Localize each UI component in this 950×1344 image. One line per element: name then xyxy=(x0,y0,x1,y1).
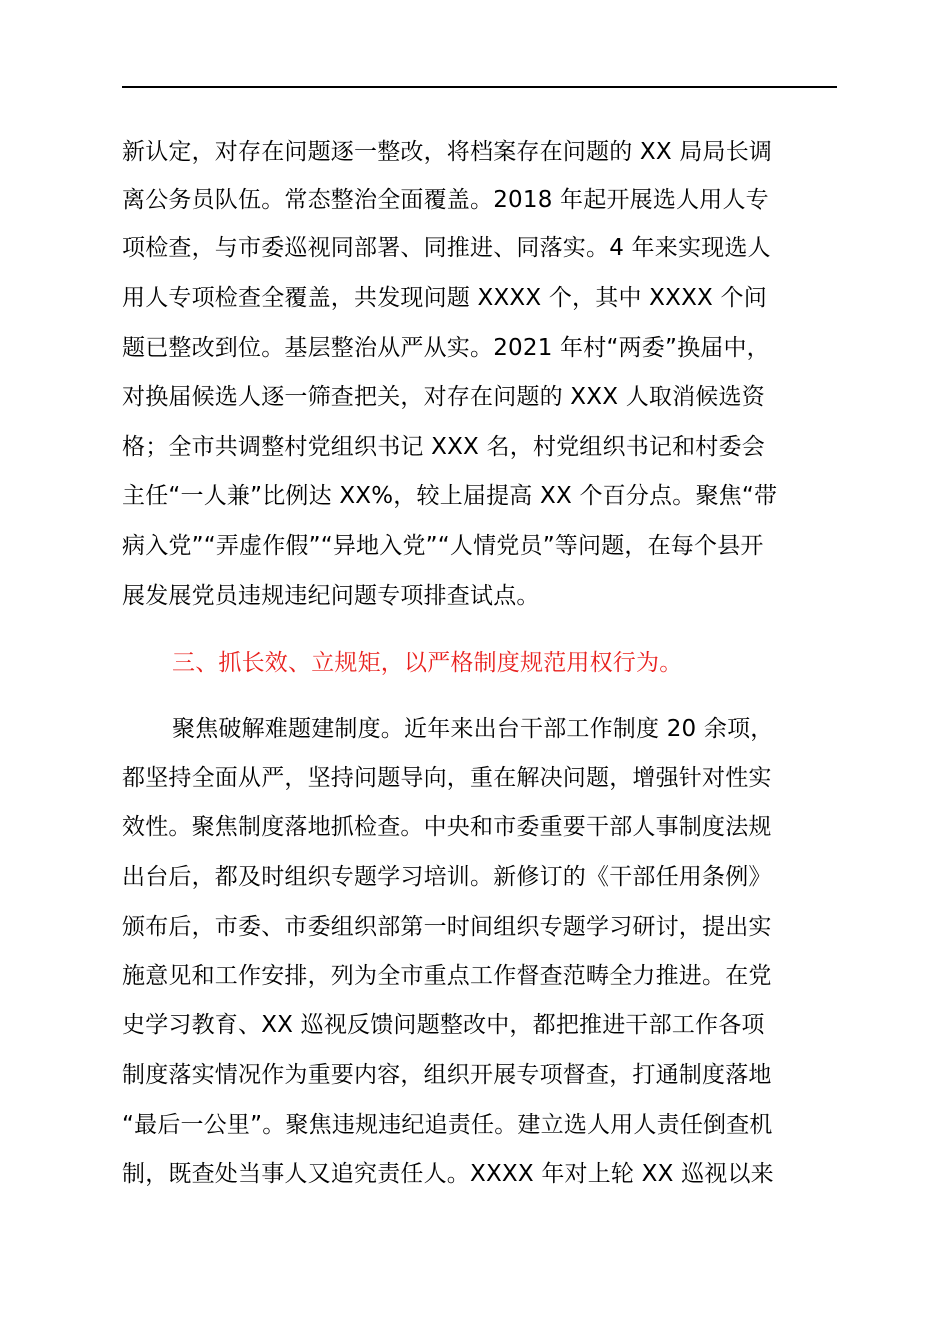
header-rule xyxy=(122,86,837,88)
text-line: 题已整改到位。基层整治从严从实。2021 年村“两委”换届中， xyxy=(122,335,770,361)
text-line: “最后一公里”。聚焦违规违纪追责任。建立选人用人责任倒查机 xyxy=(122,1112,773,1138)
text-line: 新认定，对存在问题逐一整改，将档案存在问题的 XX 局局长调 xyxy=(122,139,773,165)
text-line: 施意见和工作安排，列为全市重点工作督查范畴全力推进。在党 xyxy=(122,963,772,989)
text-line: 项检查，与市委巡视同部署、同推进、同落实。4 年来实现选人 xyxy=(122,235,771,261)
text-line: 颁布后，市委、市委组织部第一时间组织专题学习研讨，提出实 xyxy=(122,914,772,940)
text-line: 史学习教育、XX 巡视反馈问题整改中，都把推进干部工作各项 xyxy=(122,1012,765,1038)
text-line: 出台后，都及时组织专题学习培训。新修订的《干部任用条例》 xyxy=(122,864,772,890)
text-line: 制，既查处当事人又追究责任人。XXXX 年对上轮 XX 巡视以来 xyxy=(122,1161,774,1187)
text-line: 病入党”“弄虚作假”“异地入党”“人情党员”等问题，在每个县开 xyxy=(122,533,764,559)
text-line: 格；全市共调整村党组织书记 XXX 名，村党组织书记和村委会 xyxy=(122,434,765,460)
text-line: 效性。聚焦制度落地抓检查。中央和市委重要干部人事制度法规 xyxy=(122,814,772,840)
section-heading: 三、抓长效、立规矩，以严格制度规范用权行为。 xyxy=(172,650,683,676)
text-line: 用人专项检查全覆盖，共发现问题 XXXX 个，其中 XXXX 个问 xyxy=(122,285,767,311)
text-line: 主任“一人兼”比例达 XX%，较上届提高 XX 个百分点。聚焦“带 xyxy=(122,483,778,509)
text-line: 都坚持全面从严，坚持问题导向，重在解决问题，增强针对性实 xyxy=(122,765,772,791)
text-line: 离公务员队伍。常态整治全面覆盖。2018 年起开展选人用人专 xyxy=(122,187,769,213)
text-line: 制度落实情况作为重要内容，组织开展专项督查，打通制度落地 xyxy=(122,1062,772,1088)
text-line: 展发展党员违规违纪问题专项排查试点。 xyxy=(122,583,540,609)
text-line: 聚焦破解难题建制度。近年来出台干部工作制度 20 余项， xyxy=(172,716,774,742)
text-line: 对换届候选人逐一筛查把关，对存在问题的 XXX 人取消候选资 xyxy=(122,384,765,410)
